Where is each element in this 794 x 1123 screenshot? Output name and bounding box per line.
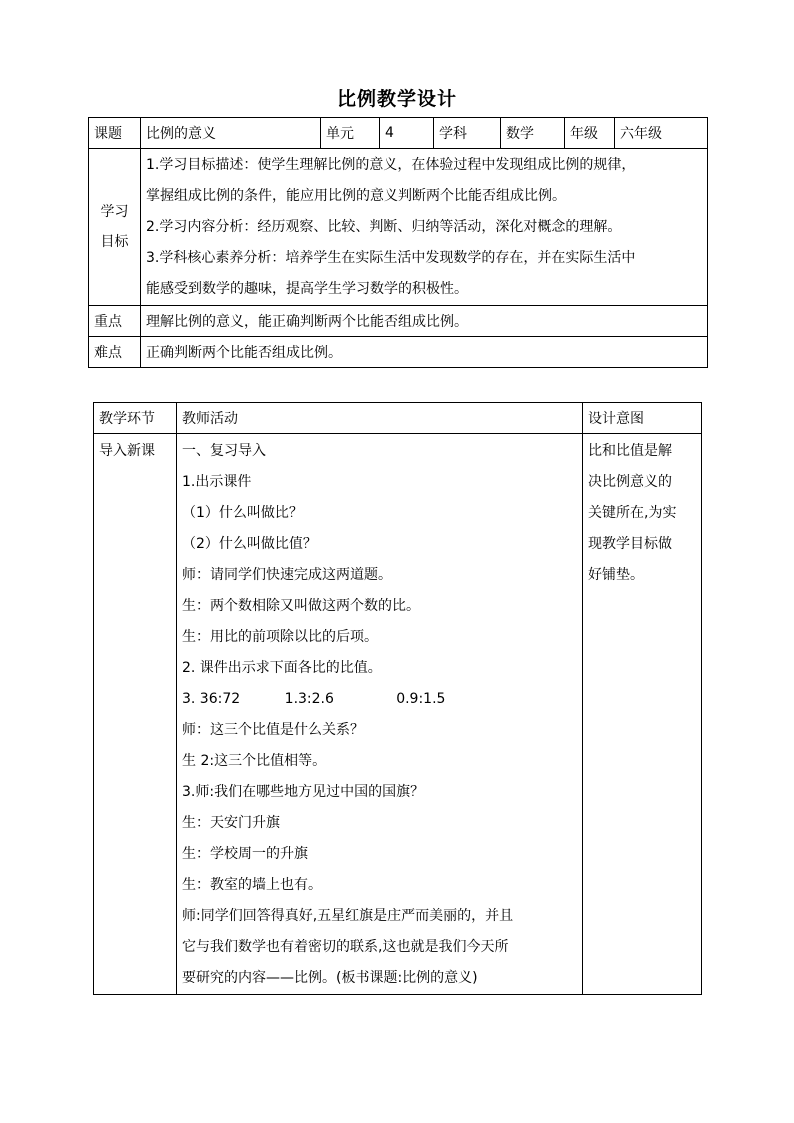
activity-line: （2）什么叫做比值？: [182, 536, 317, 552]
topic-label: 课题: [89, 118, 141, 149]
activity-line: 要研究的内容——比例。(板书课题:比例的意义): [182, 970, 478, 986]
goal-line: 1.学习目标描述：使学生理解比例的意义，在体验过程中发现组成比例的规律，: [146, 156, 636, 173]
intent-line: 关键所在,为实: [588, 505, 677, 521]
stage-name: 导入新课: [99, 443, 155, 459]
process-row: [94, 434, 702, 995]
activity-line: 生 2:这三个比值相等。: [182, 753, 327, 769]
activity-line: 生：用比的前项除以比的后项。: [182, 629, 378, 645]
activity-line: 3.师:我们在哪些地方见过中国的国旗？: [182, 784, 425, 800]
goal-line: 掌握组成比例的条件，能应用比例的意义判断两个比能否组成比例。: [146, 187, 566, 204]
page-title: 比例教学设计: [336, 88, 457, 110]
subject-value: 数学: [501, 118, 565, 149]
process-header-row: [94, 403, 702, 434]
design-intent-header: 设计意图: [583, 403, 702, 434]
intent-line: 比和比值是解: [588, 443, 672, 459]
difficulty-value: 正确判断两个比能否组成比例。: [141, 337, 708, 368]
goal-line: 3.学科核心素养分析：培养学生在实际生活中发现数学的存在，并在实际生活中: [146, 249, 636, 266]
intent-line: 现教学目标做: [588, 536, 672, 552]
goals-label-line: 学习: [100, 204, 129, 220]
grade-label: 年级: [565, 118, 615, 149]
intent-line: 好铺垫。: [588, 567, 644, 583]
grade-value: 六年级: [615, 118, 708, 149]
teacher-activity-header: 教师活动: [177, 403, 583, 434]
activity-line: 2. 课件出示求下面各比的比值。: [182, 660, 382, 676]
topic-value: 比例的意义: [141, 118, 321, 149]
activity-line: （1）什么叫做比？: [182, 505, 303, 521]
activity-line: 生：两个数相除又叫做这两个数的比。: [182, 598, 420, 614]
stage-header: 教学环节: [94, 403, 177, 434]
key-point-label: 重点: [89, 306, 141, 337]
difficulty-row: [89, 337, 708, 368]
key-point-value: 理解比例的意义，能正确判断两个比能否组成比例。: [141, 306, 708, 337]
activity-line: 生：天安门升旗: [182, 815, 280, 831]
goals-label-line: 目标: [100, 234, 129, 250]
activity-line: 生：教室的墙上也有。: [182, 877, 322, 893]
goals-label: [89, 149, 141, 306]
goal-line: 能感受到数学的趣味，提高学生学习数学的积极性。: [146, 280, 468, 297]
activity-line: 生：学校周一的升旗: [182, 846, 308, 862]
goal-line: 2.学习内容分析：经历观察、比较、判断、归纳等活动，深化对概念的理解。: [146, 218, 622, 235]
intent-line: 决比例意义的: [588, 474, 672, 490]
info-row: [89, 118, 708, 149]
teaching-process-table: [93, 402, 702, 995]
goals-content: [141, 149, 708, 306]
goals-row: [89, 149, 708, 306]
lesson-info-table: [88, 117, 708, 368]
unit-label: 单元: [321, 118, 380, 149]
activity-line: 师：这三个比值是什么关系？: [182, 722, 364, 738]
activity-line: 1.出示课件: [182, 474, 252, 490]
subject-label: 学科: [434, 118, 501, 149]
activity-line: 师:同学们回答得真好,五星红旗是庄严而美丽的，并且: [182, 908, 514, 924]
unit-value: 4: [380, 118, 434, 149]
design-intent-cell: [583, 434, 702, 995]
stage-cell: [94, 434, 177, 995]
key-point-row: [89, 306, 708, 337]
difficulty-label: 难点: [89, 337, 141, 368]
activity-line: 师：请同学们快速完成这两道题。: [182, 567, 392, 583]
activity-line: 3. 36:72 1.3:2.6 0.9:1.5: [182, 691, 446, 707]
teacher-activity-cell: [177, 434, 583, 995]
activity-line: 它与我们数学也有着密切的联系,这也就是我们今天所: [182, 939, 509, 955]
activity-line: 一、复习导入: [182, 443, 266, 459]
